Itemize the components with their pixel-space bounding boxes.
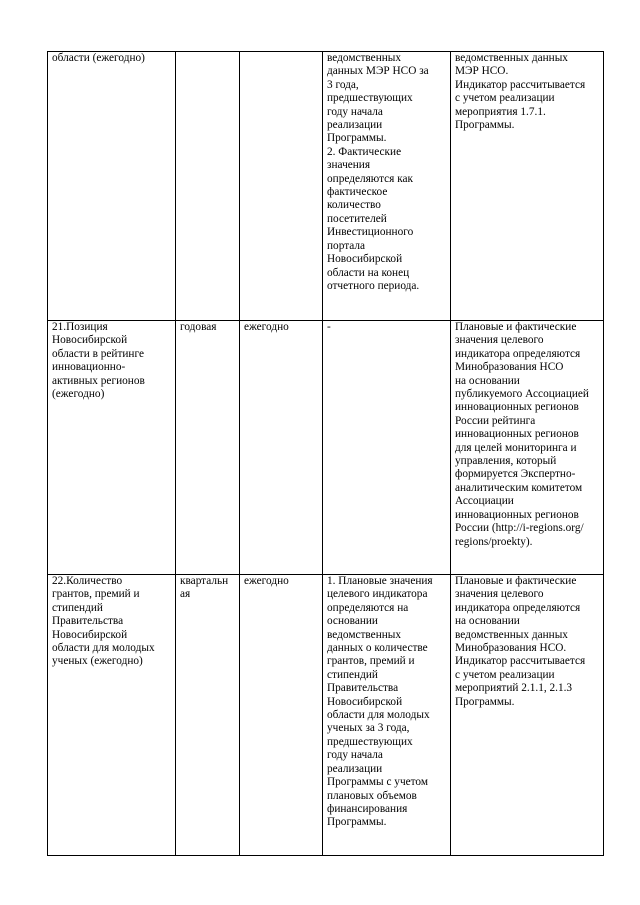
frequency-text: ежегодно [244,321,289,333]
method-text: ведомственных данных МЭР НСО за 3 года, предшествующих году начала реализации Программы. 2. Фактические значения определяются как фактическое количество посетителей Инвестиционного портала Новосибирской области на конец отчетного периода. [327,52,429,292]
method-text: 1. Плановые значения целевого индикатора определяются на основании ведомственных данных о количестве грантов, премий и стипендий Правительства Новосибирской области для молодых ученых за 3 года, предшествующих году начала реализации Программы с учетом плановых объемов финансирования Программы. [327,575,433,829]
indicators-table [47,51,604,856]
table-row [48,321,604,575]
method-cell [323,52,451,321]
indicator-text: области (ежегодно) [52,52,145,64]
frequency-cell [240,575,323,856]
frequency-cell [240,52,323,321]
frequency-text: ежегодно [244,575,289,587]
method-cell [323,575,451,856]
indicator-text: 22.Количество грантов, премий и стипендий Правительства Новосибирской области для молодых ученых (ежегодно) [52,575,155,668]
method-cell [323,321,451,575]
source-cell [451,321,604,575]
table-row [48,52,604,321]
periodicity-cell [176,52,240,321]
source-cell [451,52,604,321]
method-text: - [327,321,331,333]
periodicity-cell [176,321,240,575]
source-text: Плановые и фактические значения целевого индикатора определяются Минобразования НСО на основании публикуемого Ассоциацией инновационных регионов России рейтинга инновационных регионов для целей мониторинга и управления, который формируется Экспертно- аналитическим комитетом Ассоциации инновационных регионов России (http://i-regions.org/ regions/proekty). [455,321,589,548]
indicator-cell [48,321,176,575]
source-text: ведомственных данных МЭР НСО. Индикатор рассчитывается с учетом реализации мероприятия 1.7.1. Программы. [455,52,586,132]
frequency-cell [240,321,323,575]
indicator-text: 21.Позиция Новосибирской области в рейтинге инновационно- активных регионов (ежегодно) [52,321,145,401]
source-text: Плановые и фактические значения целевого индикатора определяются на основании ведомственных данных Минобразования НСО. Индикатор рассчитывается с учетом реализации мероприятий 2.1.1, 2.1.3 Программы. [455,575,586,708]
periodicity-cell [176,575,240,856]
periodicity-text: годовая [180,321,217,333]
indicator-cell [48,575,176,856]
source-cell [451,575,604,856]
periodicity-text: квартальн ая [180,575,229,601]
table-row [48,575,604,856]
indicator-cell [48,52,176,321]
